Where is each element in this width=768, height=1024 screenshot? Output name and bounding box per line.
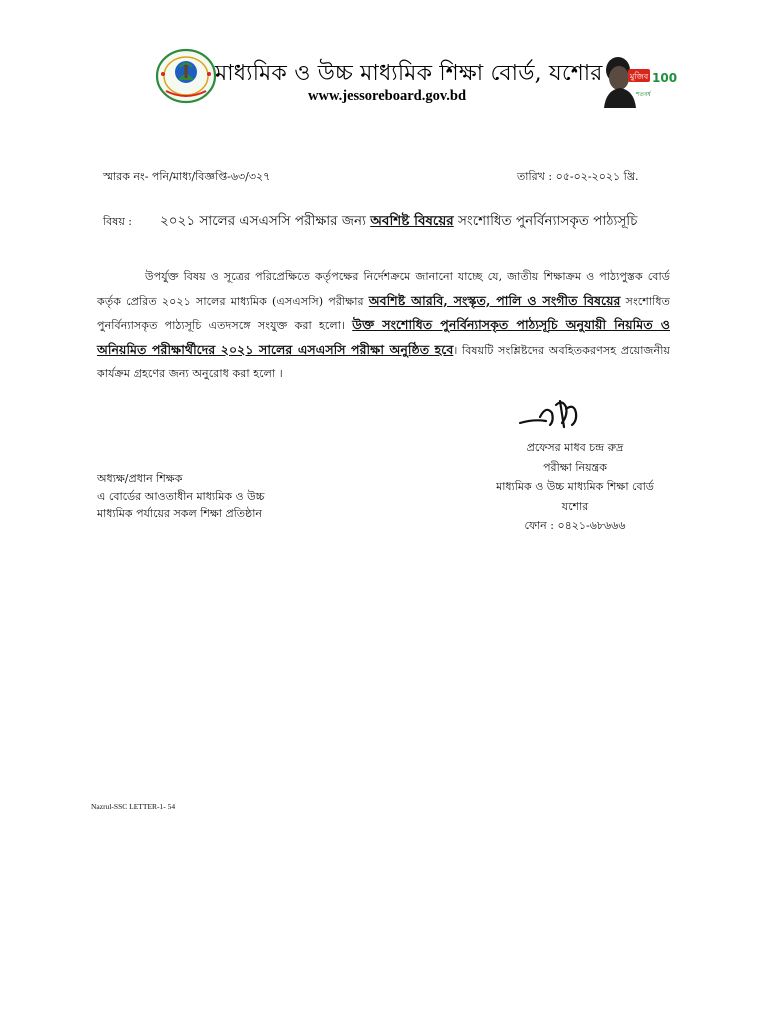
body-text-exam-emphasis: উক্ত সংশোধিত পুনর্বিন্যাসকৃত পাঠ্যসূচি অনুযায়ী নিয়মিত ও অনিয়মিত পরীক্ষার্থীদের ২০২১ সালের এসএসসি পরীক্ষা অনুষ্ঠিত হবে [97,317,670,357]
board-emblem-icon [154,47,218,105]
recipient-block [97,470,265,523]
board-name-heading: মাধ্যমিক ও উচ্চ মাধ্যমিক শিক্ষা বোর্ড, যশোর [215,61,603,86]
subject-label: বিষয় : [103,215,133,228]
signatory-phone: ফোন : ০৪২১-৬৮৬৬৬ [524,519,626,532]
mujib-centenary-logo-icon [598,52,678,108]
body-text-subjects-emphasis: অবশিষ্ট আরবি, সংস্কৃত, পালি ও সংগীত বিষয়ের [368,292,621,308]
logo-100-text: 100 [652,71,678,85]
board-website-link[interactable]: www.jessoreboard.gov.bd [308,88,467,104]
body-text-part-5: । বিষয়টি সংশ্লিষ্টদের অবহিতকরণসহ প্রয়োজনীয় কার্যক্রম গ্রহণের জন্য অনুরোধ করা হলো । [97,343,670,380]
logo-mujib-text: মুজিব [629,72,649,81]
subject-line [160,210,637,233]
signatory-office: মাধ্যমিক ও উচ্চ মাধ্যমিক শিক্ষা বোর্ড [496,480,654,493]
recipient-line-1: অধ্যক্ষ/প্রধান শিক্ষক [97,472,183,485]
subject-text-emphasis: অবশিষ্ট বিষয়ের [370,213,454,229]
body-text-part-1: উপর্যুক্ত বিষয় ও সূত্রের পরিপ্রেক্ষিতে কর্তৃপক্ষের নির্দেশক্রমে জানানো যাচ্ছে যে, জাতীয় শিক্ষাক্রম ও পাঠ্যপুস্তক বোর্ড কর্তৃক প্রেরিত ২০২১ সালের মাধ্যমিক (এসএসসি) পরীক্ষার [97,270,670,308]
memo-number: স্মারক নং- পনি/মাধ্য/বিজ্ঞপ্তি-৬৩/৩২৭ [103,170,271,183]
subject-text-part-3: সংশোধিত পুনর্বিন্যাসকৃত পাঠ্যসূচি [453,213,638,229]
letter-date: তারিখ : ০৫-০২-২০২১ খ্রি. [517,170,639,183]
recipient-line-3: মাধ্যমিক পর্যায়ের সকল শিক্ষা প্রতিষ্ঠান [97,507,262,520]
handwritten-signature-icon [516,395,592,433]
signatory-city: যশোর [561,499,589,513]
subject-text-part-1: ২০২১ সালের এসএসসি পরীক্ষার জন্য [160,213,371,229]
letter-body-paragraph [97,265,670,386]
body-text-part-3: সংশোধিত পুনর্বিন্যাসকৃত পাঠ্যসূচি এতদসঙ্গে সংযুক্ত করা হলো। [97,294,670,332]
signatory-name: প্রফেসর মাধব চন্দ্র রুদ্র [526,441,624,454]
logo-shatabarsho-text: শতবর্ষ [636,91,651,98]
document-reference-code: Nazrul-SSC LETTER-1- 54 [91,802,176,811]
signature-block [470,438,680,536]
recipient-line-2: এ বোর্ডের আওতাধীন মাধ্যমিক ও উচ্চ [97,489,265,503]
signatory-designation: পরীক্ষা নিয়ন্ত্রক [543,460,607,474]
